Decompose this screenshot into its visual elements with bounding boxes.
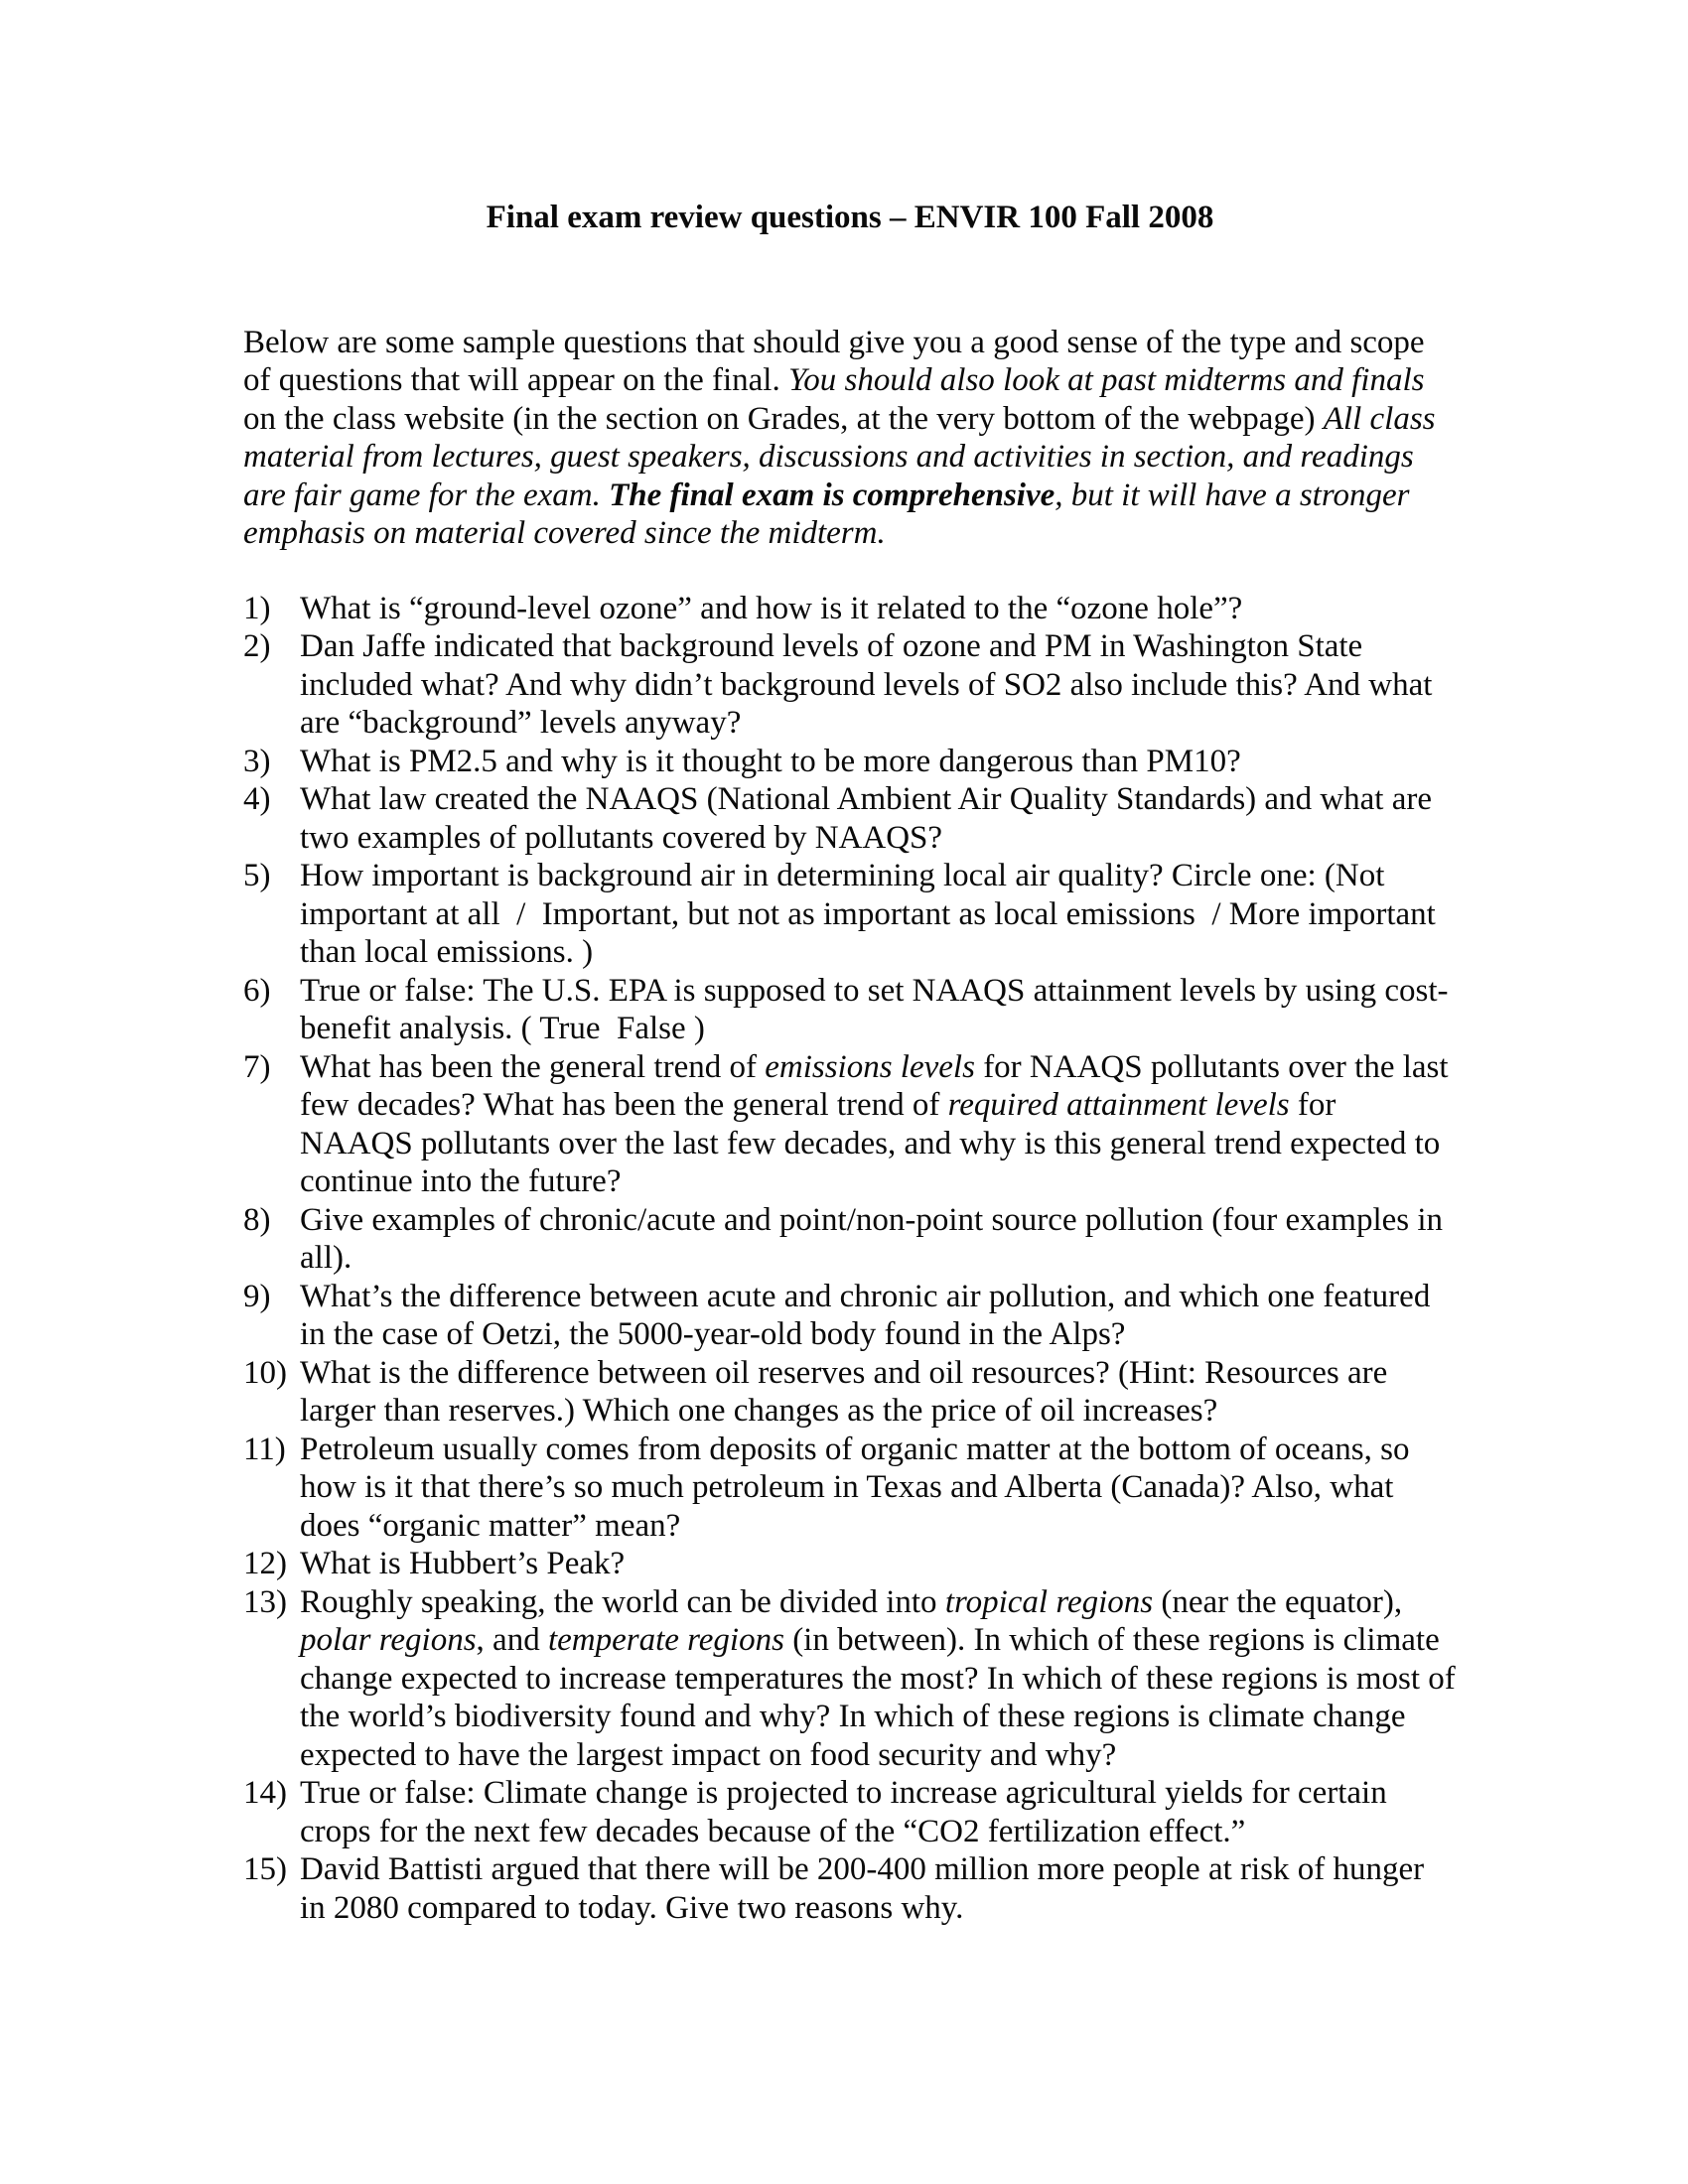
question-item: [243, 1354, 1457, 1431]
page-title: Final exam review questions – ENVIR 100 Fall 2008: [486, 200, 1214, 235]
text-run: for NAAQS pollutants over the last few decades? What has been the general trend of: [300, 1048, 1449, 1123]
question-number: 9): [243, 1278, 271, 1314]
question-number: 15): [243, 1851, 287, 1887]
text-run: What law created the NAAQS (National Ambient Air Quality Standards) and what are two examples of pollutants covered by NAAQS?: [300, 781, 1432, 856]
text-run: emissions levels: [765, 1048, 975, 1085]
text-run: What is the difference between oil reserves and oil resources? (Hint: Resources are larger than reserves.) Which one changes as the price of oil increases?: [300, 1354, 1388, 1429]
question-item: [243, 743, 1457, 781]
text-run: on the class website (in the section on Grades, at the very bottom of the webpage): [243, 400, 1324, 437]
question-item: [243, 972, 1457, 1048]
question-item: [243, 1850, 1457, 1927]
intro-paragraph: [243, 324, 1457, 553]
question-text: [300, 1355, 1387, 1430]
question-number: 3): [243, 743, 271, 779]
question-number: 10): [243, 1354, 287, 1391]
text-run: What is Hubbert’s Peak?: [300, 1546, 626, 1581]
question-number: 11): [243, 1431, 286, 1467]
text-run: (near the equator),: [1153, 1583, 1403, 1620]
question-item: [243, 627, 1457, 743]
question-text: [300, 1279, 1430, 1353]
question-text: [300, 628, 1432, 741]
text-run: temperate regions: [547, 1622, 784, 1658]
question-item: [243, 590, 1457, 628]
text-run: All class material from lectures, guest speakers, discussions and activities in section, and readings are fair game for the exam.: [243, 400, 1436, 513]
text-run: Below are some sample questions that should give you a good sense of the type and scope of questions that will appear on the final.: [243, 324, 1425, 398]
question-number: 4): [243, 781, 271, 817]
question-text: [300, 1546, 625, 1581]
question-number: 2): [243, 628, 271, 664]
question-text: [300, 591, 1242, 626]
text-run: True or false: The U.S. EPA is supposed to set NAAQS attainment levels by using cost-benefit analysis. ( True False ): [300, 972, 1449, 1046]
question-text: [300, 1851, 1424, 1926]
text-run: What’s the difference between acute and chronic air pollution, and which one featured in the case of Oetzi, the 5000-year-old body found in the Alps?: [300, 1278, 1431, 1352]
text-run: for NAAQS pollutants over the last few decades, and why is this general trend expected to continue into the future?: [300, 1087, 1441, 1199]
text-run: Roughly speaking, the world can be divided into: [300, 1583, 945, 1620]
text-run: Petroleum usually comes from deposits of organic matter at the bottom of oceans, so how is it that there’s so much petroleum in Texas and Alberta (Canada)? Also, what does “organic matter” mean?: [300, 1431, 1410, 1544]
question-item: [243, 1048, 1457, 1201]
text-run: , but it will have a stronger emphasis on material covered since the midterm.: [243, 477, 1410, 551]
question-text: [300, 1432, 1409, 1544]
question-number: 12): [243, 1546, 287, 1581]
text-run: You should also look at past midterms and finals: [787, 362, 1425, 398]
text-run: (in between). In which of these regions is climate change expected to increase temperatures the most? In which of these regions is most of the world’s biodiversity found and why? In which of these regions is climate change expected to have the largest impact on food security and why?: [300, 1622, 1456, 1773]
question-item: [243, 1431, 1457, 1546]
text-run: tropical regions: [944, 1583, 1154, 1620]
text-run: How important is background air in determining local air quality? Circle one: (Not important at all / Important, but not as important as local emissions / More important than local emissions. ): [300, 858, 1436, 970]
question-text: [300, 744, 1241, 779]
question-number: 5): [243, 858, 271, 893]
text-run: required attainment levels: [947, 1087, 1290, 1123]
question-list: [243, 590, 1457, 1928]
question-number: 7): [243, 1048, 271, 1085]
document-content: [243, 199, 1457, 1927]
text-run: The final exam is comprehensive: [609, 477, 1055, 513]
question-item: [243, 1774, 1457, 1850]
question-item: [243, 1278, 1457, 1354]
question-item: [243, 857, 1457, 972]
question-text: [300, 1775, 1387, 1849]
question-text: [300, 1202, 1443, 1277]
text-run: Give examples of chronic/acute and point/non-point source pollution (four examples in all).: [300, 1201, 1444, 1276]
question-text: [300, 781, 1432, 856]
text-run: Dan Jaffe indicated that background levels of ozone and PM in Washington State included what? And why didn’t background levels of SO2 also include this? And what are “background” levels anyway?: [300, 628, 1433, 741]
text-run: What is “ground-level ozone” and how is it related to the “ozone hole”?: [300, 590, 1243, 626]
question-text: [300, 858, 1436, 970]
text-run: True or false: Climate change is projected to increase agricultural yields for certain crops for the next few decades because of the “CO2 fertilization effect.”: [300, 1775, 1387, 1849]
question-text: [300, 973, 1448, 1047]
text-run: What has been the general trend of: [300, 1048, 766, 1085]
question-item: [243, 1583, 1457, 1775]
question-number: 6): [243, 972, 271, 1009]
question-text: [300, 1584, 1456, 1773]
text-run: David Battisti argued that there will be 200-400 million more people at risk of hunger in 2080 compared to today. Give two reasons why.: [300, 1851, 1425, 1926]
text-run: polar regions: [300, 1622, 477, 1658]
question-number: 13): [243, 1583, 287, 1620]
text-run: , and: [476, 1622, 548, 1658]
question-number: 1): [243, 590, 271, 626]
question-number: 14): [243, 1775, 287, 1811]
question-item: [243, 1545, 1457, 1583]
text-run: What is PM2.5 and why is it thought to be more dangerous than PM10?: [300, 743, 1241, 779]
question-item: [243, 780, 1457, 857]
question-number: 8): [243, 1201, 271, 1238]
question-item: [243, 1201, 1457, 1278]
question-text: [300, 1049, 1449, 1200]
